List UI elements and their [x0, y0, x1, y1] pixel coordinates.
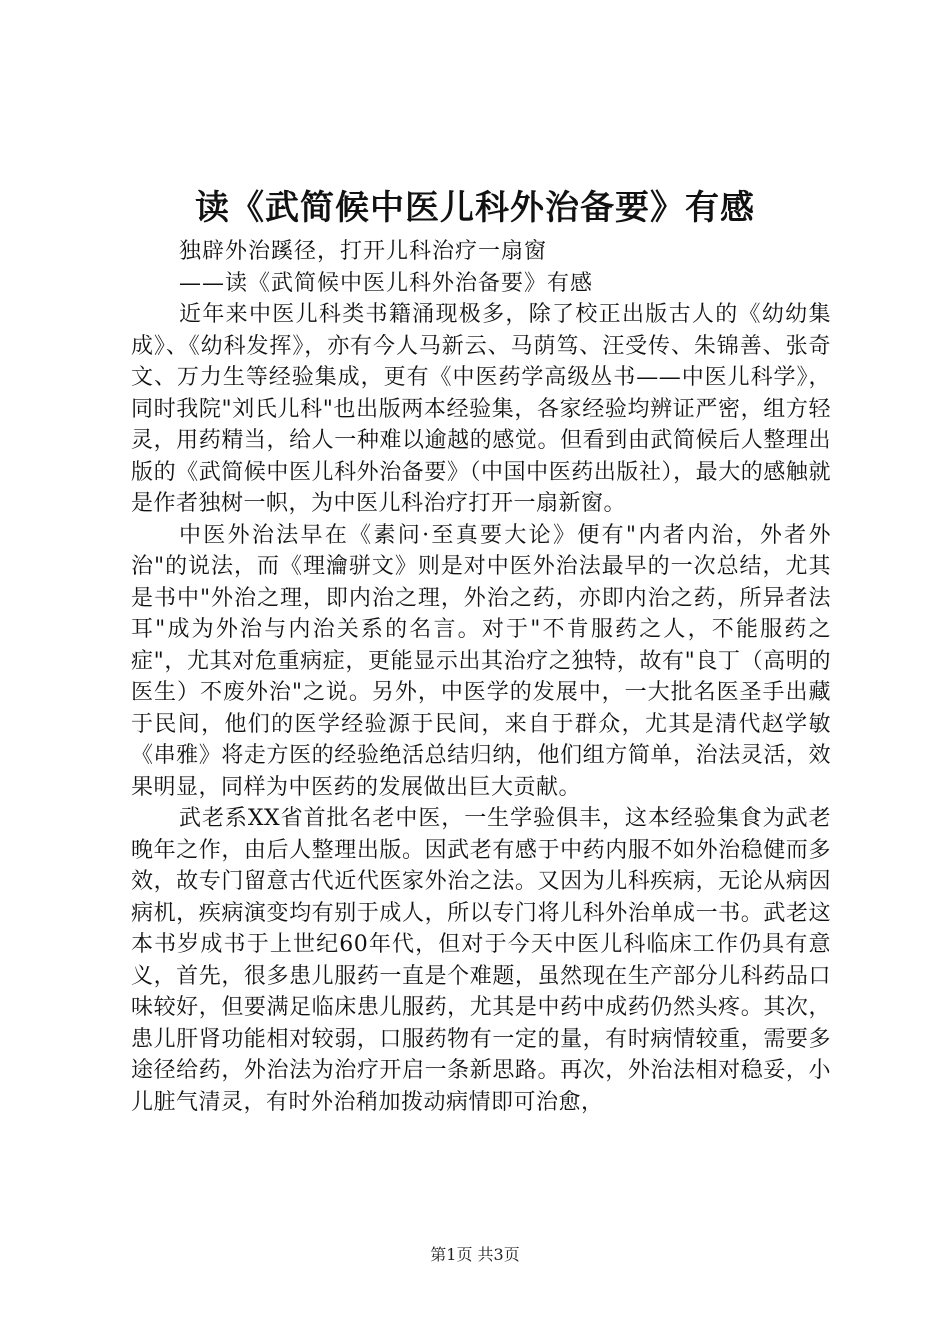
subtitle-secondary: ——读《武简候中医儿科外治备要》有感 — [179, 270, 594, 296]
document-body — [131, 236, 831, 1118]
paragraph-3: 武老系XX省首批名老中医，一生学验俱丰，这本经验集食为武老晚年之作，由后人整理出版。因武老有感于中药内服不如外治稳健而多效，故专门留意古代近代医家外治之法。又因为儿科疾病，无论从病因病机，疾病演变均有别于成人，所以专门将儿科外治单成一书。武老这本书岁成书于上世纪60年代，但对于今天中医儿科临床工作仍具有意义，首先，很多患儿服药一直是个难题，虽然现在生产部分儿科药品口味较好，但要满足临床患儿服药，尤其是中药中成药仍然头疼。其次，患儿肝肾功能相对较弱，口服药物有一定的量，有时病情较重，需要多途径给药，外治法为治疗开启一条新思路。再次，外治法相对稳妥，小儿脏气清灵，有时外治稍加拨动病情即可治愈， — [131, 806, 831, 1115]
page-title: 读《武简候中医儿科外治备要》有感 — [195, 188, 755, 228]
subtitle-main: 独辟外治蹊径，打开儿科治疗一扇窗 — [179, 239, 548, 264]
paragraph-1: 近年来中医儿科类书籍涌现极多，除了校正出版古人的《幼幼集成》、《幼科发挥》，亦有今人马新云、马荫笃、汪受传、朱锦善、张奇文、万力生等经验集成，更有《中医药学高级丛书——中医儿科学》，同时我院"刘氏儿科"也出版两本经验集，各家经验均辨证严密，组方轻灵，用药精当，给人一种难以逾越的感觉。但看到由武简候后人整理出版的《武简候中医儿科外治备要》（中国中医药出版社），最大的感触就是作者独树一帜，为中医儿科治疗打开一扇新窗。 — [131, 302, 831, 516]
paragraph-2: 中医外治法早在《素问·至真要大论》便有"内者内治，外者外治"的说法，而《理瀹骈文》则是对中医外治法最早的一次总结，尤其是书中"外治之理，即内治之理，外治之药，亦即内治之药，所异者法耳"成为外治与内治关系的名言。对于"不肯服药之人，不能服药之症"，尤其对危重病症，更能显示出其治疗之独特，故有"良丁（高明的医生）不废外治"之说。另外，中医学的发展中，一大批名医圣手出藏于民间，他们的医学经验源于民间，来自于群众，尤其是清代赵学敏《串雅》将走方医的经验绝活总结归纳，他们组方简单，治法灵活，效果明显，同样为中医药的发展做出巨大贡献。 — [131, 522, 831, 800]
page-footer: 第1页 共3页 — [430, 1245, 520, 1264]
